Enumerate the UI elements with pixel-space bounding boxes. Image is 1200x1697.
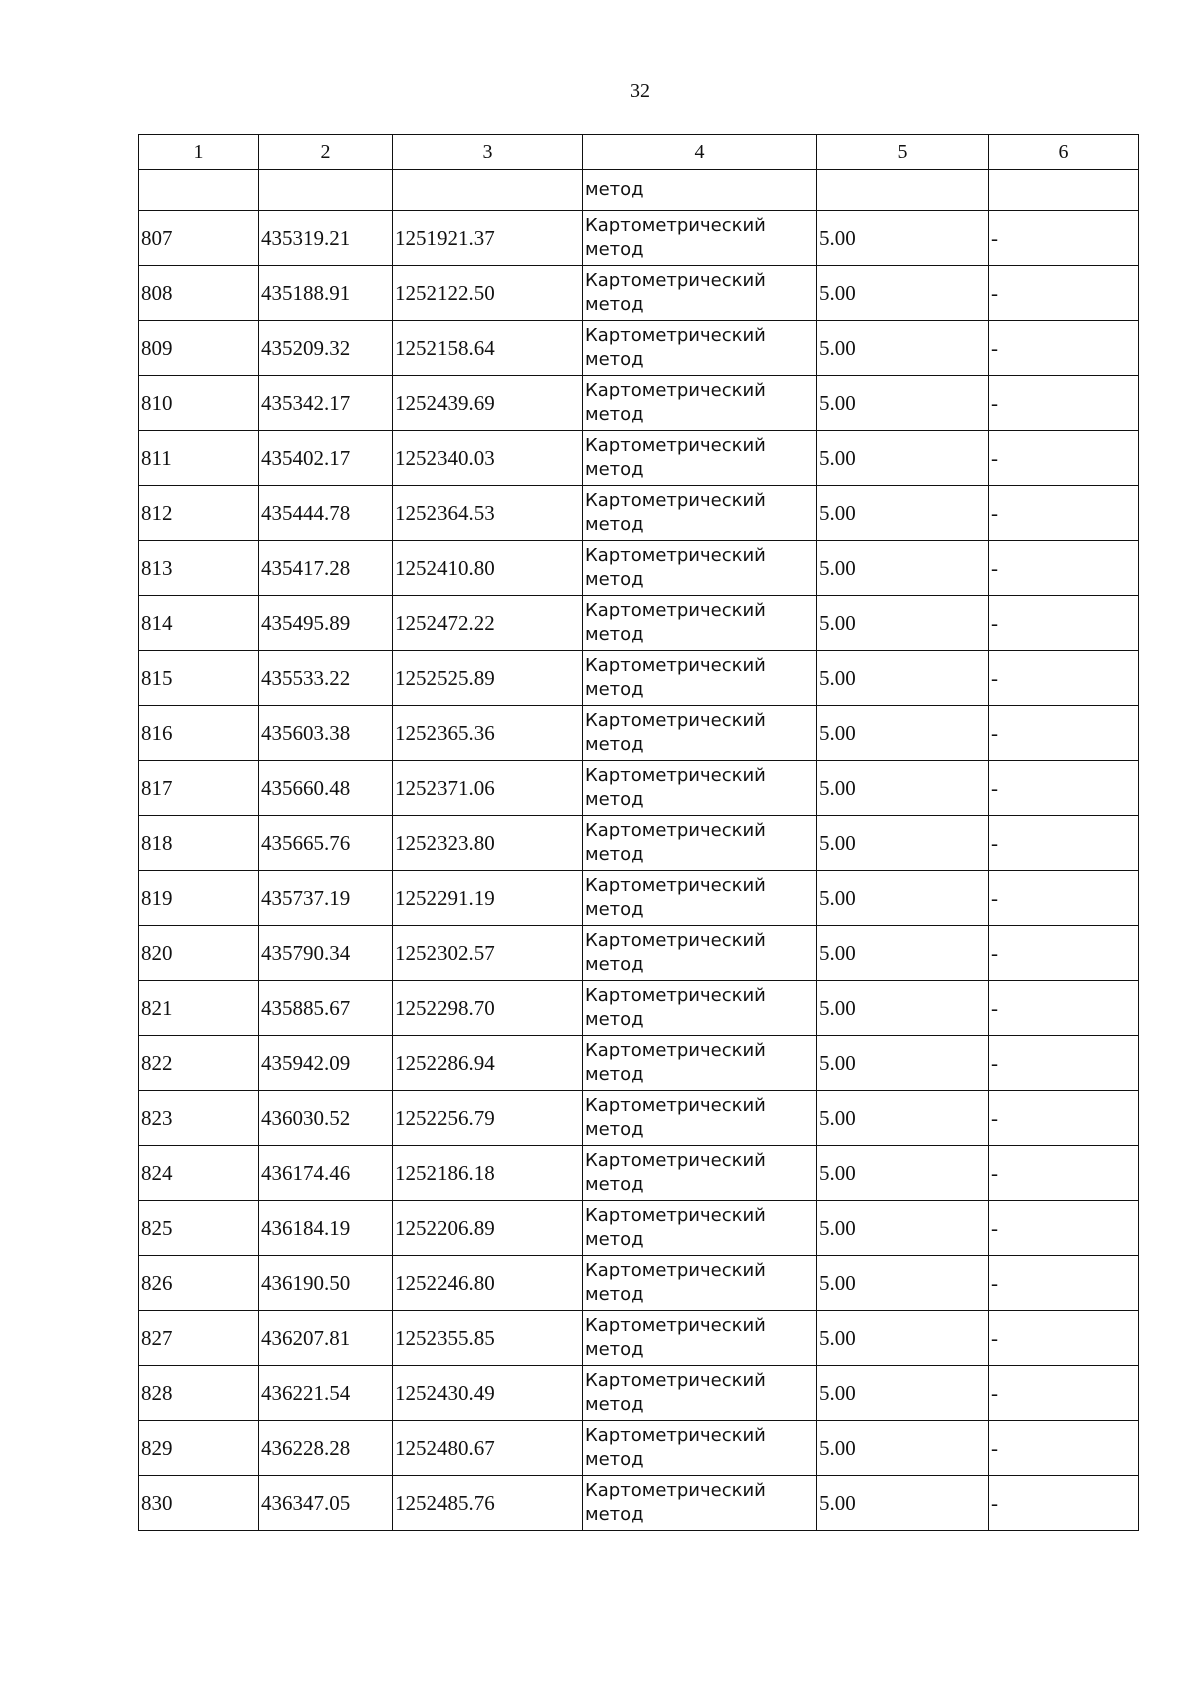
method-line-1: Картометрический bbox=[585, 545, 766, 566]
method-line-2: метод bbox=[585, 624, 644, 645]
y-coordinate-cell: 1252298.70 bbox=[393, 981, 583, 1036]
y-coordinate-cell: 1252246.80 bbox=[393, 1256, 583, 1311]
point-number-cell: 813 bbox=[139, 541, 259, 596]
x-coordinate-cell: 436184.19 bbox=[259, 1201, 393, 1256]
x-coordinate-cell: 436228.28 bbox=[259, 1421, 393, 1476]
y-coordinate-cell: 1252340.03 bbox=[393, 431, 583, 486]
column-header: 6 bbox=[989, 135, 1139, 170]
note-cell: - bbox=[989, 1201, 1139, 1256]
point-number-cell: 830 bbox=[139, 1476, 259, 1531]
method-line-1: Картометрический bbox=[585, 875, 766, 896]
method-line-2: метод bbox=[585, 1064, 644, 1085]
method-cell bbox=[583, 266, 817, 321]
method-cell bbox=[583, 211, 817, 266]
method-cell bbox=[583, 486, 817, 541]
table-row bbox=[139, 266, 1139, 321]
table-header-row bbox=[139, 135, 1139, 170]
accuracy-cell: 5.00 bbox=[817, 486, 989, 541]
note-cell: - bbox=[989, 761, 1139, 816]
accuracy-cell: 5.00 bbox=[817, 981, 989, 1036]
table-row bbox=[139, 596, 1139, 651]
point-number-cell: 826 bbox=[139, 1256, 259, 1311]
method-line-1: Картометрический bbox=[585, 435, 766, 456]
method-line-2: метод bbox=[585, 1339, 644, 1360]
x-coordinate-cell: 435495.89 bbox=[259, 596, 393, 651]
method-line-1: Картометрический bbox=[585, 215, 766, 236]
method-line-2: метод bbox=[585, 294, 644, 315]
method-line-1: Картометрический bbox=[585, 1095, 766, 1116]
continuation-method-cell: метод bbox=[583, 170, 817, 211]
table-row bbox=[139, 486, 1139, 541]
note-cell: - bbox=[989, 431, 1139, 486]
method-cell bbox=[583, 1421, 817, 1476]
method-line-2: метод bbox=[585, 1394, 644, 1415]
method-line-1: Картометрический bbox=[585, 380, 766, 401]
method-cell bbox=[583, 1476, 817, 1531]
point-number-cell: 820 bbox=[139, 926, 259, 981]
accuracy-cell: 5.00 bbox=[817, 816, 989, 871]
method-line-1: Картометрический bbox=[585, 1040, 766, 1061]
method-cell bbox=[583, 1146, 817, 1201]
x-coordinate-cell: 435603.38 bbox=[259, 706, 393, 761]
y-coordinate-cell: 1252485.76 bbox=[393, 1476, 583, 1531]
method-line-1: Картометрический bbox=[585, 765, 766, 786]
accuracy-cell: 5.00 bbox=[817, 761, 989, 816]
method-line-2: метод bbox=[585, 789, 644, 810]
table-row bbox=[139, 1476, 1139, 1531]
table-row bbox=[139, 761, 1139, 816]
accuracy-cell: 5.00 bbox=[817, 1366, 989, 1421]
y-coordinate-cell: 1252525.89 bbox=[393, 651, 583, 706]
accuracy-cell: 5.00 bbox=[817, 211, 989, 266]
note-cell: - bbox=[989, 266, 1139, 321]
y-coordinate-cell: 1252302.57 bbox=[393, 926, 583, 981]
column-header: 5 bbox=[817, 135, 989, 170]
x-coordinate-cell: 436030.52 bbox=[259, 1091, 393, 1146]
y-coordinate-cell: 1252365.36 bbox=[393, 706, 583, 761]
x-coordinate-cell: 435942.09 bbox=[259, 1036, 393, 1091]
y-coordinate-cell: 1252439.69 bbox=[393, 376, 583, 431]
x-coordinate-cell: 435342.17 bbox=[259, 376, 393, 431]
note-cell: - bbox=[989, 1476, 1139, 1531]
table-row bbox=[139, 211, 1139, 266]
accuracy-cell: 5.00 bbox=[817, 266, 989, 321]
method-line-2: метод bbox=[585, 1119, 644, 1140]
method-line-1: Картометрический bbox=[585, 1370, 766, 1391]
y-coordinate-cell: 1252158.64 bbox=[393, 321, 583, 376]
method-line-2: метод bbox=[585, 1229, 644, 1250]
accuracy-cell: 5.00 bbox=[817, 431, 989, 486]
x-coordinate-cell: 436347.05 bbox=[259, 1476, 393, 1531]
accuracy-cell: 5.00 bbox=[817, 1201, 989, 1256]
point-number-cell: 823 bbox=[139, 1091, 259, 1146]
point-number-cell: 812 bbox=[139, 486, 259, 541]
method-line-2: метод bbox=[585, 954, 644, 975]
method-line-2: метод bbox=[585, 349, 644, 370]
method-cell bbox=[583, 981, 817, 1036]
point-number-cell: 810 bbox=[139, 376, 259, 431]
y-coordinate-cell: 1252206.89 bbox=[393, 1201, 583, 1256]
point-number-cell: 809 bbox=[139, 321, 259, 376]
accuracy-cell: 5.00 bbox=[817, 1476, 989, 1531]
method-line-2: метод bbox=[585, 1449, 644, 1470]
note-cell: - bbox=[989, 321, 1139, 376]
table-row bbox=[139, 1036, 1139, 1091]
method-line-2: метод bbox=[585, 1504, 644, 1525]
method-cell bbox=[583, 926, 817, 981]
method-cell bbox=[583, 1366, 817, 1421]
method-line-1: Картометрический bbox=[585, 985, 766, 1006]
note-cell: - bbox=[989, 651, 1139, 706]
x-coordinate-cell: 435885.67 bbox=[259, 981, 393, 1036]
x-coordinate-cell: 435417.28 bbox=[259, 541, 393, 596]
point-number-cell: 815 bbox=[139, 651, 259, 706]
method-cell bbox=[583, 651, 817, 706]
point-number-cell: 819 bbox=[139, 871, 259, 926]
table-row bbox=[139, 1366, 1139, 1421]
y-coordinate-cell: 1252371.06 bbox=[393, 761, 583, 816]
table-row bbox=[139, 871, 1139, 926]
accuracy-cell: 5.00 bbox=[817, 1311, 989, 1366]
y-coordinate-cell: 1252355.85 bbox=[393, 1311, 583, 1366]
point-number-cell: 817 bbox=[139, 761, 259, 816]
method-cell bbox=[583, 1256, 817, 1311]
table-row bbox=[139, 1256, 1139, 1311]
table-row bbox=[139, 926, 1139, 981]
y-coordinate-cell: 1252430.49 bbox=[393, 1366, 583, 1421]
point-number-cell: 818 bbox=[139, 816, 259, 871]
method-cell bbox=[583, 816, 817, 871]
y-coordinate-cell: 1251921.37 bbox=[393, 211, 583, 266]
method-line-2: метод bbox=[585, 1284, 644, 1305]
point-number-cell: 821 bbox=[139, 981, 259, 1036]
x-coordinate-cell: 435665.76 bbox=[259, 816, 393, 871]
coordinates-table bbox=[138, 134, 1139, 1531]
method-line-1: Картометрический bbox=[585, 1260, 766, 1281]
point-number-cell: 825 bbox=[139, 1201, 259, 1256]
accuracy-cell: 5.00 bbox=[817, 1256, 989, 1311]
method-line-2: метод bbox=[585, 569, 644, 590]
note-cell: - bbox=[989, 486, 1139, 541]
table-row bbox=[139, 651, 1139, 706]
column-header: 4 bbox=[583, 135, 817, 170]
x-coordinate-cell: 435790.34 bbox=[259, 926, 393, 981]
note-cell: - bbox=[989, 706, 1139, 761]
table-row bbox=[139, 1311, 1139, 1366]
table-row bbox=[139, 321, 1139, 376]
point-number-cell: 822 bbox=[139, 1036, 259, 1091]
x-coordinate-cell: 435402.17 bbox=[259, 431, 393, 486]
table-row bbox=[139, 1091, 1139, 1146]
x-coordinate-cell: 435188.91 bbox=[259, 266, 393, 321]
y-coordinate-cell: 1252286.94 bbox=[393, 1036, 583, 1091]
accuracy-cell: 5.00 bbox=[817, 541, 989, 596]
y-coordinate-cell: 1252291.19 bbox=[393, 871, 583, 926]
note-cell: - bbox=[989, 1421, 1139, 1476]
accuracy-cell: 5.00 bbox=[817, 376, 989, 431]
table-row bbox=[139, 981, 1139, 1036]
method-line-2: метод bbox=[585, 899, 644, 920]
y-coordinate-cell: 1252186.18 bbox=[393, 1146, 583, 1201]
method-cell bbox=[583, 761, 817, 816]
column-header: 3 bbox=[393, 135, 583, 170]
table-row bbox=[139, 706, 1139, 761]
method-cell bbox=[583, 1036, 817, 1091]
accuracy-cell: 5.00 bbox=[817, 1421, 989, 1476]
method-line-2: метод bbox=[585, 404, 644, 425]
point-number-cell: 827 bbox=[139, 1311, 259, 1366]
accuracy-cell: 5.00 bbox=[817, 651, 989, 706]
note-cell: - bbox=[989, 211, 1139, 266]
note-cell: - bbox=[989, 1146, 1139, 1201]
table-row bbox=[139, 1146, 1139, 1201]
x-coordinate-cell: 435319.21 bbox=[259, 211, 393, 266]
table-row bbox=[139, 376, 1139, 431]
accuracy-cell: 5.00 bbox=[817, 596, 989, 651]
accuracy-cell: 5.00 bbox=[817, 871, 989, 926]
note-cell: - bbox=[989, 376, 1139, 431]
method-cell bbox=[583, 706, 817, 761]
method-cell bbox=[583, 1201, 817, 1256]
method-line-1: Картометрический bbox=[585, 600, 766, 621]
point-number-cell: 816 bbox=[139, 706, 259, 761]
method-line-2: метод bbox=[585, 239, 644, 260]
y-coordinate-cell: 1252256.79 bbox=[393, 1091, 583, 1146]
note-cell: - bbox=[989, 596, 1139, 651]
column-header: 1 bbox=[139, 135, 259, 170]
x-coordinate-cell: 435209.32 bbox=[259, 321, 393, 376]
note-cell: - bbox=[989, 981, 1139, 1036]
note-cell: - bbox=[989, 1311, 1139, 1366]
note-cell: - bbox=[989, 1256, 1139, 1311]
method-line-2: метод bbox=[585, 1174, 644, 1195]
accuracy-cell: 5.00 bbox=[817, 1091, 989, 1146]
y-coordinate-cell: 1252480.67 bbox=[393, 1421, 583, 1476]
note-cell: - bbox=[989, 541, 1139, 596]
method-line-1: Картометрический bbox=[585, 655, 766, 676]
method-line-1: Картометрический bbox=[585, 325, 766, 346]
point-number-cell: 807 bbox=[139, 211, 259, 266]
x-coordinate-cell: 435444.78 bbox=[259, 486, 393, 541]
y-coordinate-cell: 1252364.53 bbox=[393, 486, 583, 541]
accuracy-cell: 5.00 bbox=[817, 1036, 989, 1091]
method-line-2: метод bbox=[585, 679, 644, 700]
y-coordinate-cell: 1252323.80 bbox=[393, 816, 583, 871]
method-line-2: метод bbox=[585, 844, 644, 865]
page-number: 32 bbox=[630, 80, 650, 102]
point-number-cell: 829 bbox=[139, 1421, 259, 1476]
method-cell bbox=[583, 1091, 817, 1146]
y-coordinate-cell: 1252410.80 bbox=[393, 541, 583, 596]
method-line-1: Картометрический bbox=[585, 1480, 766, 1501]
method-line-1: Картометрический bbox=[585, 490, 766, 511]
accuracy-cell: 5.00 bbox=[817, 926, 989, 981]
method-line-1: Картометрический bbox=[585, 1205, 766, 1226]
method-line-1: Картометрический bbox=[585, 1150, 766, 1171]
note-cell: - bbox=[989, 1036, 1139, 1091]
table-row bbox=[139, 1201, 1139, 1256]
point-number-cell: 808 bbox=[139, 266, 259, 321]
method-line-1: Картометрический bbox=[585, 710, 766, 731]
method-cell bbox=[583, 431, 817, 486]
point-number-cell: 814 bbox=[139, 596, 259, 651]
note-cell: - bbox=[989, 926, 1139, 981]
x-coordinate-cell: 436207.81 bbox=[259, 1311, 393, 1366]
note-cell: - bbox=[989, 1366, 1139, 1421]
note-cell: - bbox=[989, 871, 1139, 926]
method-line-2: метод bbox=[585, 734, 644, 755]
method-line-2: метод bbox=[585, 514, 644, 535]
y-coordinate-cell: 1252122.50 bbox=[393, 266, 583, 321]
method-line-1: Картометрический bbox=[585, 270, 766, 291]
method-line-2: метод bbox=[585, 459, 644, 480]
method-line-1: Картометрический bbox=[585, 1315, 766, 1336]
column-header: 2 bbox=[259, 135, 393, 170]
table-row bbox=[139, 816, 1139, 871]
x-coordinate-cell: 436221.54 bbox=[259, 1366, 393, 1421]
method-cell bbox=[583, 596, 817, 651]
continuation-row bbox=[139, 170, 1139, 211]
x-coordinate-cell: 436190.50 bbox=[259, 1256, 393, 1311]
accuracy-cell: 5.00 bbox=[817, 321, 989, 376]
note-cell: - bbox=[989, 816, 1139, 871]
accuracy-cell: 5.00 bbox=[817, 706, 989, 761]
method-cell bbox=[583, 321, 817, 376]
method-cell bbox=[583, 541, 817, 596]
point-number-cell: 824 bbox=[139, 1146, 259, 1201]
method-line-1: Картометрический bbox=[585, 930, 766, 951]
x-coordinate-cell: 435737.19 bbox=[259, 871, 393, 926]
method-cell bbox=[583, 871, 817, 926]
point-number-cell: 811 bbox=[139, 431, 259, 486]
x-coordinate-cell: 435533.22 bbox=[259, 651, 393, 706]
y-coordinate-cell: 1252472.22 bbox=[393, 596, 583, 651]
method-line-2: метод bbox=[585, 1009, 644, 1030]
method-cell bbox=[583, 376, 817, 431]
method-cell bbox=[583, 1311, 817, 1366]
method-line-1: Картометрический bbox=[585, 1425, 766, 1446]
x-coordinate-cell: 435660.48 bbox=[259, 761, 393, 816]
point-number-cell: 828 bbox=[139, 1366, 259, 1421]
method-line-1: Картометрический bbox=[585, 820, 766, 841]
note-cell: - bbox=[989, 1091, 1139, 1146]
table-row bbox=[139, 1421, 1139, 1476]
accuracy-cell: 5.00 bbox=[817, 1146, 989, 1201]
table-row bbox=[139, 541, 1139, 596]
x-coordinate-cell: 436174.46 bbox=[259, 1146, 393, 1201]
table-row bbox=[139, 431, 1139, 486]
